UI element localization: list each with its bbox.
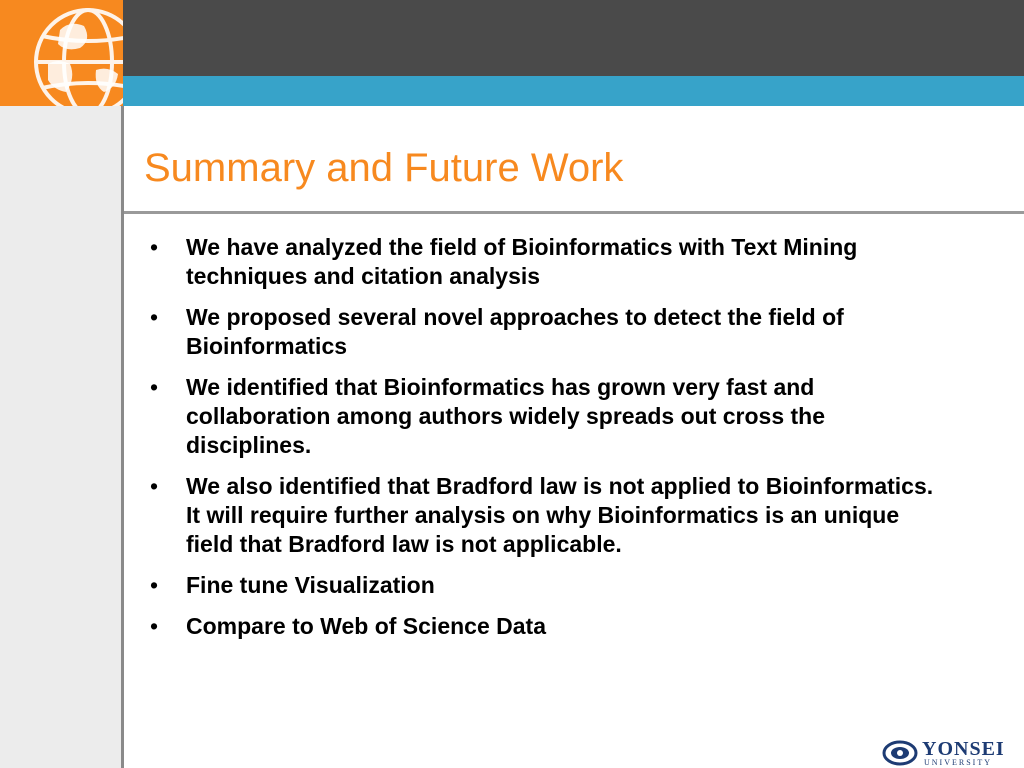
bullet-text: We also identified that Bradford law is not applied to Bioinformatics. It will require further analysis on why Bioinformatics is an unique field that Bradford law is not applicable. [186,473,934,557]
bullet-text: We have analyzed the field of Bioinformatics with Text Mining techniques and citation analysis [186,234,858,289]
bullet-item [144,373,934,460]
header-blue-band [0,76,1024,106]
bullet-item [144,472,934,559]
bullet-text: We proposed several novel approaches to detect the field of Bioinformatics [186,304,844,359]
university-logo [880,738,1024,768]
globe-icon [0,0,123,106]
bullet-item [144,303,934,361]
header-logo-block [0,0,123,106]
slide-title: Summary and Future Work [144,146,624,190]
sidebar-divider [121,106,124,768]
bullet-marker: • [150,304,159,330]
bullet-item [144,233,934,291]
bullet-text: We identified that Bioinformatics has grown very fast and collaboration among authors widely spreads out cross the disciplines. [186,374,826,458]
university-name: YONSEI [922,738,1005,760]
bullet-marker: • [150,613,159,639]
bullet-item [144,571,934,600]
bullet-marker: • [150,374,159,400]
bullet-marker: • [150,473,159,499]
bullet-marker: • [150,572,159,598]
bullet-text: Compare to Web of Science Data [186,613,546,639]
bullet-list [144,233,934,653]
title-divider [124,211,1024,214]
bullet-item [144,612,934,641]
university-subtitle: UNIVERSITY [924,758,992,767]
header-dark-band [0,0,1024,76]
bullet-marker: • [150,234,159,260]
bullet-text: Fine tune Visualization [186,572,435,598]
yonsei-emblem-icon [882,740,918,766]
left-sidebar [0,106,121,768]
